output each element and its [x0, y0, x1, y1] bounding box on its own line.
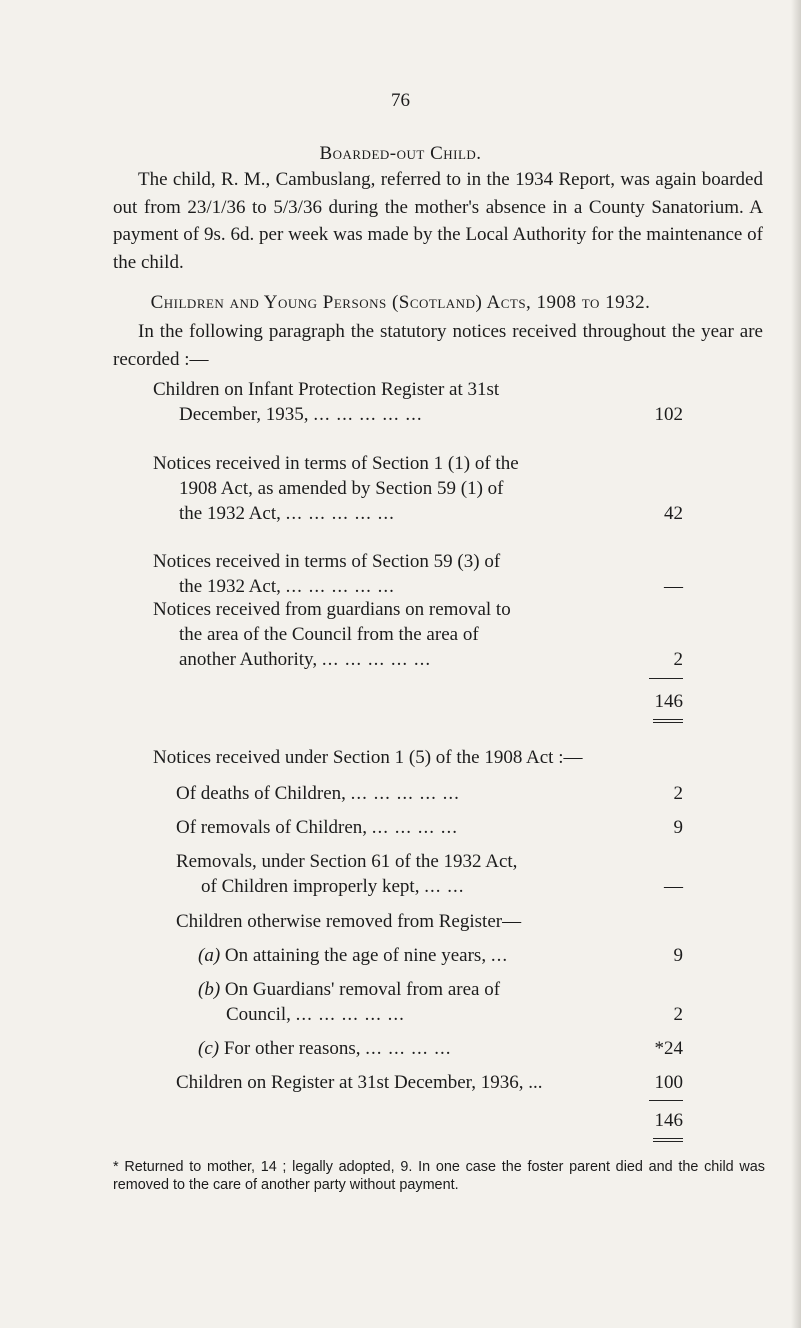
boarded-out-paragraph: The child, R. M., Cambuslang, referred to in the 1934 Report, was again boarded out from 23/1/36 to 5/3/36 during the mother's absence in a County Sanatorium. A payment of 9s. 6d. per week was made by the Local Authority for the maintenance of the child.	[113, 169, 763, 273]
section-1-1-notices-row	[153, 451, 683, 526]
boarded-out-heading: Boarded-out Child.	[319, 143, 482, 164]
row-text-line3: another Authority,	[179, 649, 318, 670]
leader-dots: ...	[490, 945, 509, 966]
section-59-3-notices-row	[153, 549, 683, 599]
register-1936-row	[176, 1070, 683, 1095]
otherwise-removed-heading: Children otherwise removed from Register—	[176, 911, 522, 932]
row-text: Of deaths of Children,	[176, 783, 346, 804]
row-text-line1: Notices received in terms of Section 59 (3) of	[153, 551, 501, 572]
leader-dots: ... ... ... ... ...	[285, 576, 395, 597]
row-letter: (a)	[198, 945, 221, 966]
row-text-line2: Council,	[226, 1004, 291, 1025]
row-text-line2: the area of the Council from the area of	[179, 624, 479, 645]
double-rule	[653, 1138, 683, 1142]
leader-dots: ... ... ... ...	[365, 1038, 452, 1059]
row-value: 2	[673, 1004, 683, 1025]
row-value: 2	[673, 649, 683, 670]
row-value: 102	[654, 404, 683, 425]
row-text-line2: 1908 Act, as amended by Section 59 (1) of	[179, 478, 504, 499]
leader-dots: ... ... ... ... ...	[295, 1004, 405, 1025]
improperly-kept-row	[176, 849, 683, 899]
row-text-line3: the 1932 Act,	[179, 503, 281, 524]
sum-rule	[649, 1100, 683, 1101]
nine-years-row	[176, 943, 683, 968]
row-value: 9	[673, 817, 683, 838]
total-notices: 146	[654, 691, 683, 712]
row-text: On attaining the age of nine years,	[224, 945, 487, 966]
sum-rule	[649, 678, 683, 679]
row-text-line2: the 1932 Act,	[179, 576, 281, 597]
row-value: —	[664, 576, 683, 597]
row-text: Of removals of Children,	[176, 817, 368, 838]
page-number: 76	[391, 90, 410, 111]
row-value: 2	[673, 783, 683, 804]
total-removals: 146	[654, 1110, 683, 1131]
leader-dots: ... ... ... ...	[371, 817, 459, 838]
leader-dots: ... ... ... ... ...	[313, 404, 423, 425]
guardian-removal-notices-row	[153, 597, 683, 672]
acts-heading: Children and Young Persons (Scotland) Acts, 1908 to 1932.	[150, 292, 651, 313]
row-letter: (b)	[198, 979, 221, 1000]
row-text-line1: Children on Infant Protection Register at 31st	[153, 379, 500, 400]
register-1935-row	[153, 377, 683, 427]
row-text-line1: Notices received from guardians on removal to	[153, 599, 511, 620]
row-value: *24	[654, 1038, 683, 1059]
removals-row	[176, 815, 683, 840]
row-value: 100	[654, 1072, 683, 1093]
row-text-line1: Notices received in terms of Section 1 (1) of the	[153, 453, 519, 474]
row-text-line1: Removals, under Section 61 of the 1932 Act,	[176, 851, 518, 872]
section-1-5-heading: Notices received under Section 1 (5) of the 1908 Act :—	[153, 747, 583, 768]
row-letter: (c)	[198, 1038, 220, 1059]
leader-dots: ... ... ... ... ...	[321, 649, 432, 670]
row-text: For other reasons,	[223, 1038, 361, 1059]
row-text: Children on Register at 31st December, 1936, ...	[176, 1072, 543, 1093]
page-edge-shadow	[791, 0, 801, 1328]
leader-dots: ... ... ... ... ...	[350, 783, 460, 804]
acts-intro: In the following paragraph the statutory notices received throughout the year are recorded :—	[113, 321, 763, 370]
leader-dots: ... ...	[424, 876, 465, 897]
deaths-row	[176, 781, 683, 806]
row-text-line1: On Guardians' removal from area of	[224, 979, 501, 1000]
guardians-removal-row	[176, 977, 683, 1027]
row-value: 9	[673, 945, 683, 966]
footnote: * Returned to mother, 14 ; legally adopted, 9. In one case the foster parent died and the child was removed to the care of another party without payment.	[113, 1159, 765, 1193]
row-text-line2: of Children improperly kept,	[201, 876, 420, 897]
double-rule	[653, 719, 683, 723]
row-text-line2: December, 1935,	[179, 404, 309, 425]
leader-dots: ... ... ... ... ...	[285, 503, 395, 524]
row-value: —	[664, 876, 683, 897]
other-reasons-row	[176, 1036, 683, 1061]
row-value: 42	[664, 503, 683, 524]
